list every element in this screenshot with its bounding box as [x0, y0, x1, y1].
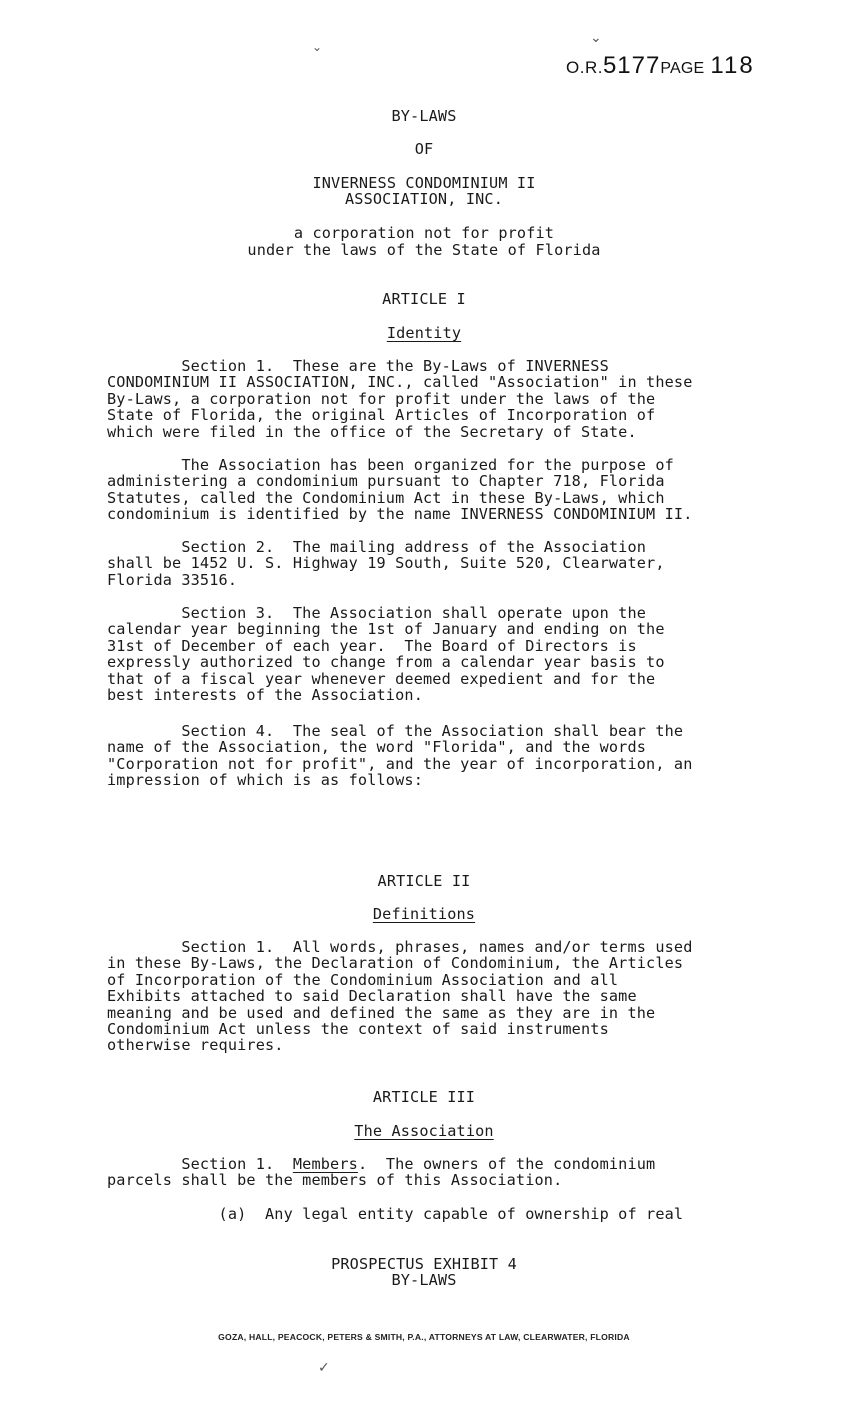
check-mark-icon: ✓: [318, 1360, 330, 1376]
article1-section1-purpose: The Association has been organized for the purpose of administering a condominium pursuant to Chapter 718, Florida Statutes, called the Condominium Act in these By-Laws, which condominium is identified by the name INVERNESS CONDOMINIUM II.: [107, 456, 693, 524]
article2-heading: ARTICLE II: [377, 872, 471, 890]
article1-section3: Section 3. The Association shall operate upon the calendar year beginning the 1st of January and ending on the 31st of December of each year. The Board of Directors is expressly authorized to change from a calendar year basis to that of a fiscal year whenever deemed expedient and for the best interests of the Association.: [107, 604, 665, 705]
members-term: Members: [292, 1155, 358, 1173]
article3-section1: Section 1. Members. The owners of the condominium parcels shall be the members of this Association.: [107, 1155, 656, 1190]
article1-section2: Section 2. The mailing address of the Association shall be 1452 U. S. Highway 19 South, Suite 520, Clearwater, Florida 33516.: [107, 538, 665, 589]
recording-page-number: 118: [710, 52, 755, 79]
exhibit-label-line1: PROSPECTUS EXHIBIT 4: [331, 1255, 517, 1273]
corporation-line2: under the laws of the State of Florida: [247, 241, 601, 259]
article1-section4: Section 4. The seal of the Association shall bear the name of the Association, the word "Florida", and the words "Corporation not for profit", and the year of incorporation, an impression of which is as follows:: [107, 722, 693, 790]
article3-subheading: The Association: [354, 1122, 494, 1140]
recording-book: 5177: [602, 52, 661, 79]
recording-prefix: O.R.: [566, 58, 603, 77]
association-name-line2: ASSOCIATION, INC.: [345, 190, 503, 208]
article1-heading: ARTICLE I: [382, 290, 466, 308]
article1-subheading: Identity: [386, 324, 462, 342]
document-of: OF: [414, 140, 434, 158]
law-firm-footer: GOZA, HALL, PEACOCK, PETERS & SMITH, P.A., ATTORNEYS AT LAW, CLEARWATER, FLORIDA: [218, 1332, 630, 1342]
recording-page-label: PAGE: [660, 60, 705, 77]
association-name-line1: INVERNESS CONDOMINIUM II: [312, 174, 536, 192]
recording-stamp: [566, 52, 755, 80]
article1-section1-paragraph: Section 1. These are the By-Laws of INVERNESS CONDOMINIUM II ASSOCIATION, INC., called "Association" in these By-Laws, a corporation not for profit under the laws of the State of Florida, the original Articles of Incorporation of which were filed in the office of the Secretary of State.: [107, 357, 693, 441]
article3-heading: ARTICLE III: [372, 1088, 476, 1106]
article3-item-a: (a) Any legal entity capable of ownership of real: [107, 1205, 684, 1223]
document-title: BY-LAWS: [391, 107, 457, 125]
article2-subheading: Definitions: [372, 905, 476, 923]
check-mark-icon: ⌄: [590, 30, 602, 46]
article2-section1: Section 1. All words, phrases, names and/or terms used in these By-Laws, the Declaration of Condominium, the Articles of Incorporation of the Condominium Association and all Exhibits attached to said Declaration shall have the same meaning and be used and defined the same as they are in the Condominium Act unless the context of said instruments otherwise requires.: [107, 938, 693, 1055]
exhibit-label-line2: BY-LAWS: [391, 1271, 457, 1289]
corporation-line1: a corporation not for profit: [293, 224, 555, 242]
check-mark-icon: ⌄: [312, 40, 323, 54]
